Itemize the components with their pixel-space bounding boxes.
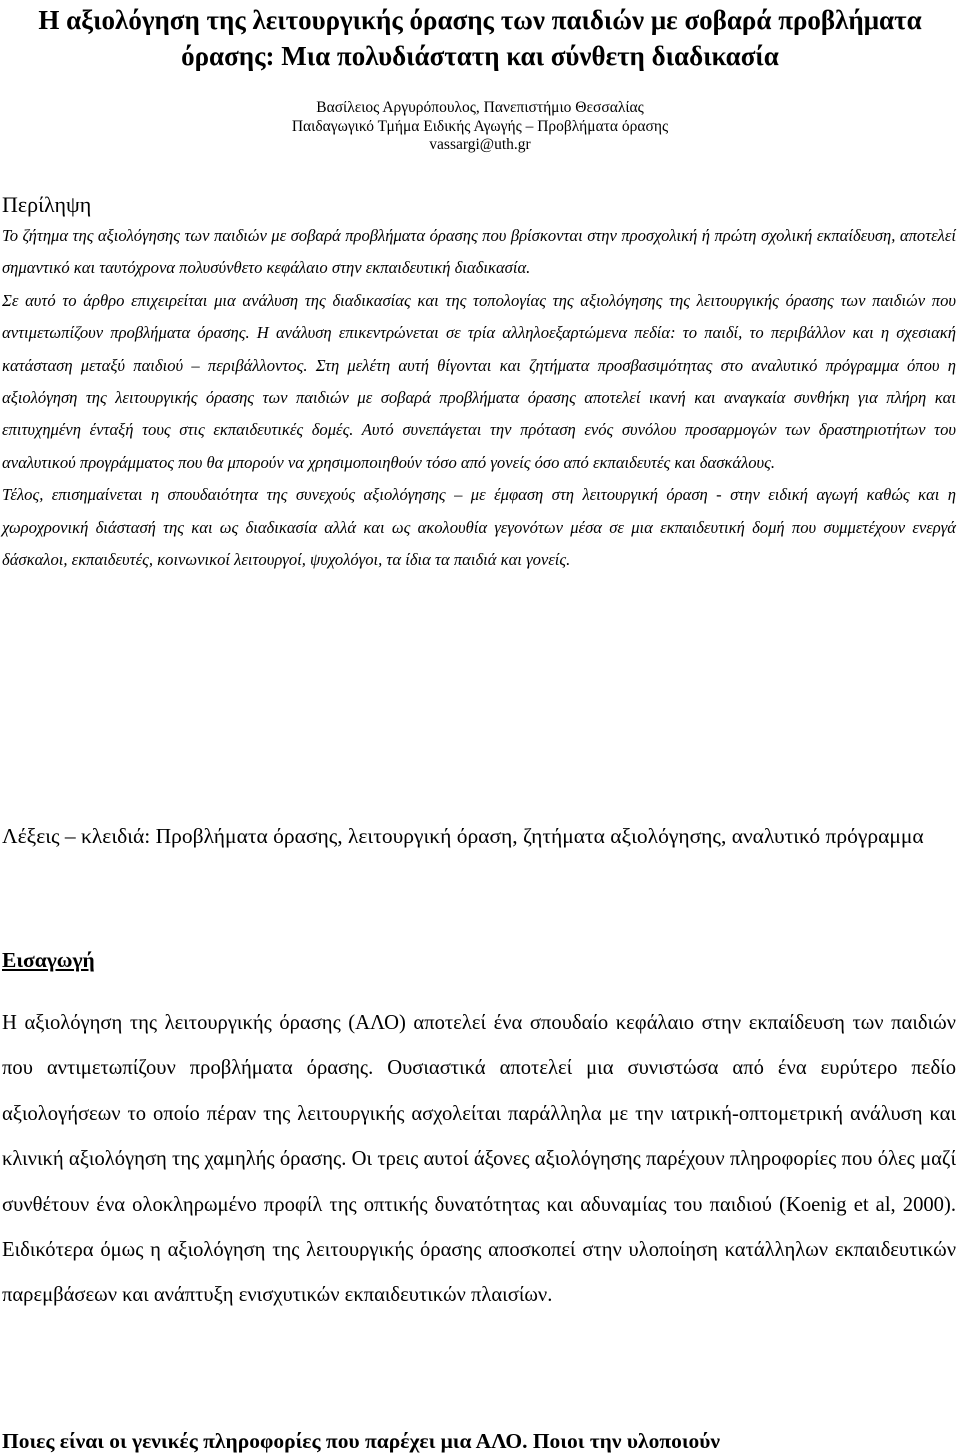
abstract-paragraph: Τέλος, επισημαίνεται η σπουδαιότητα της συνεχούς αξιολόγησης – με έμφαση στη λειτουργική όραση - στην ειδική αγωγή καθώς και η χωροχρονική διάστασή της και ως διαδικασία αλλά και ως ακολουθία γεγονότων μέσα σε μια εκπαιδευτική δομή που συμμετέχουν ενεργά δάσκαλοι, εκπαιδευτές, κοινωνικοί λειτουργοί, ψυχολόγοι, τα ίδια τα παιδιά και γονείς. <box>2 485 956 570</box>
author-email: vassargi@uth.gr <box>429 136 531 153</box>
abstract-heading: Περίληψη <box>2 192 92 217</box>
author-department: Παιδαγωγικό Τμήμα Ειδικής Αγωγής – Προβλήματα όρασης <box>291 117 669 135</box>
abstract-paragraph: Το ζήτημα της αξιολόγησης των παιδιών με σοβαρά προβλήματα όρασης που βρίσκονται στην προσχολική ή πρώτη σχολική εκπαίδευση, αποτελεί σημαντικό και ταυτόχρονα πολυσύνθετο κεφάλαιο στην εκπαιδευτική διαδικασία. <box>2 226 956 278</box>
author-block <box>0 99 960 155</box>
author-name-affiliation: Βασίλειος Αργυρόπουλος, Πανεπιστήμιο Θεσσαλίας <box>316 99 644 116</box>
abstract-body <box>2 220 956 576</box>
section-heading-introduction: Εισαγωγή <box>2 948 95 972</box>
next-section-heading: Ποιες είναι οι γενικές πληροφορίες που παρέχει μια ΑΛΟ. Ποιοι την υλοποιούν <box>2 1429 721 1453</box>
paper-title: Η αξιολόγηση της λειτουργικής όρασης των παιδιών με σοβαρά προβλήματα όρασης: Μια πολυδιάστατη και σύνθετη διαδικασία <box>38 5 922 71</box>
introduction-paragraph: Η αξιολόγηση της λειτουργικής όρασης (ΑΛΟ) αποτελεί ένα σπουδαίο κεφάλαιο στην εκπαίδευση των παιδιών που αντιμετωπίζουν προβλήματα όρασης. Ουσιαστικά αποτελεί μια συνιστώσα από ένα ευρύτερο πεδίο αξιολογήσεων το οποίο πέραν της λειτουργικής ασχολείται παράλληλα με την ιατρική-οπτομετρική ανάλυση και κλινική αξιολόγηση της χαμηλής όρασης. Οι τρεις αυτοί άξονες αξιολόγησης παρέχουν πληροφορίες που όλες μαζί συνθέτουν ένα ολοκληρωμένο προφίλ της οπτικής δυνατότητας και αδυναμίας του παιδιού (Koenig et al, 2000). Ειδικότερα όμως η αξιολόγηση της λειτουργικής όρασης αποσκοπεί στην υλοποίηση κατάλληλων εκπαιδευτικών παρεμβάσεων και ανάπτυξη ενισχυτικών εκπαιδευτικών πλαισίων. <box>2 1012 956 1307</box>
keywords: Λέξεις – κλειδιά: Προβλήματα όρασης, λειτουργική όραση, ζητήματα αξιολόγησης, αναλυτικό πρόγραμμα <box>2 824 924 848</box>
abstract-paragraph: Σε αυτό το άρθρο επιχειρείται μια ανάλυση της διαδικασίας και της τοπολογίας της αξιολόγησης της λειτουργικής όρασης των παιδιών που αντιμετωπίζουν προβλήματα όρασης. Η ανάλυση επικεντρώνεται σε τρία αλληλοεξαρτώμενα πεδία: το παιδί, το περιβάλλον και η σχεσιακή κατάσταση μεταξύ παιδιού – περιβάλλοντος. Στη μελέτη αυτή θίγονται και ζητήματα προσβασιμότητας στο αναλυτικό πρόγραμμα όπου η αξιολόγηση της λειτουργικής όρασης των παιδιών με σοβαρά προβλήματα όρασης αποτελεί ικανή και αναγκαία συνθήκη για πλήρη και επιτυχημένη ένταξή τους στις εκπαιδευτικές δομές. Αυτό συνεπάγεται την πρόταση ενός συνόλου προσαρμογών των δραστηριοτήτων του αναλυτικού προγράμματος που θα μπορούν να χρησιμοποιηθούν τόσο από γονείς όσο από εκπαιδευτές και δασκάλους. <box>2 290 956 472</box>
